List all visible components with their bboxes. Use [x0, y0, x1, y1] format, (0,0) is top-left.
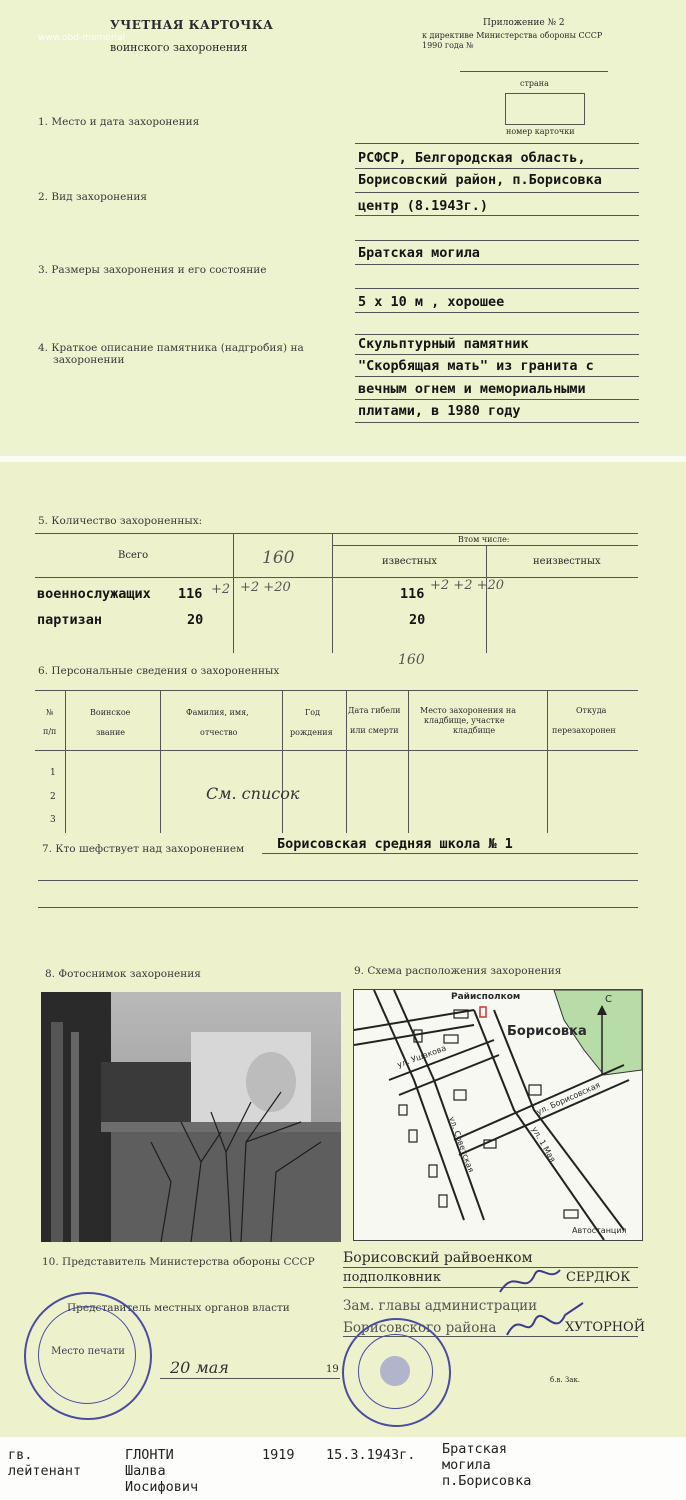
col-num: №: [46, 708, 54, 717]
rep-rank: подполковник: [343, 1270, 441, 1285]
col-place-1: Место захоронения на: [420, 706, 517, 715]
stamp-place-label: Место печати: [51, 1346, 125, 1357]
strip-burial-line-2: могила: [442, 1457, 491, 1473]
col-death-2: или смерти: [350, 726, 399, 735]
table6-col-line: [346, 690, 347, 833]
soldiers-extra-hand: +2 +20: [240, 580, 291, 595]
directive-line-2: 1990 года №: [422, 41, 474, 50]
directive-line-1: к директиве Министерства обороны СССР: [422, 31, 603, 40]
card-number-label: номер карточки: [506, 127, 575, 136]
right-stamp-emblem: [380, 1356, 410, 1386]
map-ispolkom-label: Райисполком: [451, 992, 521, 1002]
print-mark: б.в. Зак.: [550, 1376, 580, 1384]
map-north-label: С: [605, 994, 612, 1005]
location-map: [353, 989, 643, 1241]
col-rank-2: звание: [96, 728, 126, 737]
col-year-2: рождения: [290, 728, 333, 737]
unknown-header: неизвестных: [533, 556, 601, 567]
table6-col-line: [282, 690, 283, 833]
map-street-1-maya: ул. 1 Мая: [529, 1125, 558, 1164]
strip-death-date: 15.3.1943г.: [326, 1447, 416, 1463]
map-town-label: Борисовка: [507, 1024, 587, 1039]
answer-line: [355, 399, 639, 400]
q11-label: Представитель местных органов власти: [67, 1302, 290, 1314]
burial-card-back: [0, 462, 686, 1437]
strip-rank-line-2: лейтенант: [8, 1463, 82, 1479]
patron-line: [38, 880, 638, 881]
col-place-2: кладбище, участке: [424, 716, 505, 725]
date-handwritten: 20 мая: [170, 1358, 229, 1377]
col-from-2: перезахоронен: [552, 726, 616, 735]
card-number-box: [505, 93, 585, 125]
answer-line: [355, 168, 639, 169]
partisans-row-label: партизан: [37, 612, 103, 628]
country-line: [460, 71, 608, 72]
in-number-label: Втом числе:: [458, 535, 510, 544]
known-header: известных: [382, 556, 438, 567]
total-handwritten: 160: [262, 548, 295, 568]
row-number-1: 1: [50, 768, 56, 778]
soldiers-row-label: военнослужащих: [37, 586, 151, 602]
left-stamp: [24, 1292, 152, 1420]
answer-line: [355, 240, 639, 241]
table6-col-line: [547, 690, 548, 833]
burial-photo: [41, 992, 341, 1242]
watermark: www.obd-memorial: [38, 33, 126, 43]
answer-line: [355, 264, 639, 265]
burial-place-line-2: Борисовский район, п.Борисовка: [358, 172, 602, 188]
table5-col-line: [332, 533, 333, 653]
strip-burial-line-3: п.Борисовка: [442, 1473, 532, 1489]
local-official-line-2: Борисовского района: [343, 1320, 497, 1336]
rep-name: СЕРДЮК: [566, 1270, 631, 1285]
burial-photo-image: [41, 992, 341, 1242]
burial-place-line-3: центр (8.1943г.): [358, 198, 489, 214]
appendix-label: Приложение № 2: [483, 18, 565, 28]
strip-birth-year: 1919: [262, 1447, 295, 1463]
col-num-2: п/п: [43, 727, 57, 736]
q3-label: 3. Размеры захоронения и его состояние: [38, 264, 267, 276]
card-title: УЧЕТНАЯ КАРТОЧКА: [110, 18, 274, 32]
rep-org: Борисовский райвоенком: [343, 1250, 533, 1266]
q1-label: 1. Место и дата захоронения: [38, 116, 200, 128]
location-map-drawing: [354, 990, 642, 1240]
table5-header-line: [35, 577, 638, 578]
monument-desc-line-3: вечным огнем и мемориальными: [358, 381, 586, 397]
see-list-handwritten: См. список: [206, 784, 300, 803]
table6-col-line: [408, 690, 409, 833]
partisans-known: 20: [409, 612, 426, 628]
table6-col-line: [65, 690, 66, 833]
patron-line: [38, 907, 638, 908]
local-signature: [505, 1300, 585, 1345]
card-subtitle: воинского захоронения: [110, 41, 248, 54]
answer-line: [355, 312, 639, 313]
burial-size: 5 х 10 м , хорошее: [358, 294, 505, 310]
col-name-2: отчество: [200, 728, 238, 737]
map-street-ushakova: ул. Ушакова: [396, 1043, 448, 1070]
burial-kind: Братская могила: [358, 245, 480, 261]
col-death-1: Дата гибели: [348, 706, 401, 715]
q4-label-line-2: захоронении: [53, 354, 125, 366]
burial-card-front: [0, 0, 686, 458]
right-stamp: [342, 1318, 451, 1427]
answer-line: [355, 192, 639, 193]
local-official-line-1: Зам. главы администрации: [343, 1298, 538, 1314]
q4-label-line-1: 4. Краткое описание памятника (надгробия) на: [38, 342, 304, 354]
q10-label: 10. Представитель Министерства обороны СССР: [42, 1256, 315, 1268]
col-place-3: кладбище: [453, 726, 496, 735]
rep-line: [343, 1267, 638, 1268]
soldiers-known: 116: [400, 586, 425, 602]
answer-line: [355, 354, 639, 355]
local-official-name: ХУТОРНОЙ: [565, 1320, 646, 1335]
q7-label: 7. Кто шефствует над захоронением: [42, 843, 245, 855]
q2-label: 2. Вид захоронения: [38, 191, 147, 203]
row-number-2: 2: [50, 792, 56, 802]
map-bus-station-label: Автостанция: [572, 1226, 627, 1235]
answer-line: [355, 422, 639, 423]
military-signature: [495, 1262, 565, 1300]
strip-burial-line-1: Братская: [442, 1441, 508, 1457]
monument-desc-line-1: Скульптурный памятник: [358, 336, 529, 352]
partisans-total: 20: [187, 612, 204, 628]
table5-col-line: [233, 533, 234, 653]
answer-line: [355, 334, 639, 335]
soldiers-total-hand: +2: [211, 582, 231, 597]
answer-line: [355, 376, 639, 377]
date-year: 19: [326, 1364, 339, 1375]
patron-line: [262, 853, 638, 854]
soldiers-known-hand: +2 +2 +20: [430, 578, 505, 593]
map-street-sovetskaya: ул. Советская: [447, 1115, 476, 1174]
answer-line: [355, 288, 639, 289]
table5-col-line: [486, 545, 487, 653]
strip-name-line-3: Иосифович: [125, 1479, 199, 1495]
table6-col-line: [160, 690, 161, 833]
total-header: Всего: [118, 550, 149, 561]
table5-sub-line: [332, 545, 638, 546]
country-label: страна: [520, 79, 549, 88]
table5-top-line: [35, 533, 638, 534]
col-year-1: Год: [305, 708, 321, 717]
strip-name-line-1: ГЛОНТИ: [125, 1447, 174, 1463]
below-handwritten: 160: [398, 652, 425, 668]
col-rank-1: Воинское: [90, 708, 131, 717]
strip-rank-line-1: гв.: [8, 1447, 33, 1463]
col-from-1: Откуда: [576, 706, 607, 715]
strip-name-line-2: Шалва: [125, 1463, 166, 1479]
row-number-3: 3: [50, 815, 56, 825]
q8-label: 8. Фотоснимок захоронения: [45, 968, 201, 980]
q6-label: 6. Персональные сведения о захороненных: [38, 665, 280, 677]
monument-desc-line-4: плитами, в 1980 году: [358, 403, 521, 419]
patron-value: Борисовская средняя школа № 1: [277, 836, 513, 852]
burial-place-line-1: РСФСР, Белгородская область,: [358, 150, 586, 166]
q9-label: 9. Схема расположения захоронения: [354, 965, 562, 977]
date-line: [160, 1378, 340, 1379]
answer-line: [355, 143, 639, 144]
map-street-borisovskaya: ул. Борисовская: [535, 1080, 602, 1117]
soldiers-total: 116: [178, 586, 203, 602]
q5-label: 5. Количество захороненных:: [38, 515, 203, 527]
monument-desc-line-2: "Скорбящая мать" из гранита с: [358, 358, 594, 374]
answer-line: [355, 215, 639, 216]
col-name-1: Фамилия, имя,: [186, 708, 249, 717]
rep-line: [343, 1287, 638, 1288]
